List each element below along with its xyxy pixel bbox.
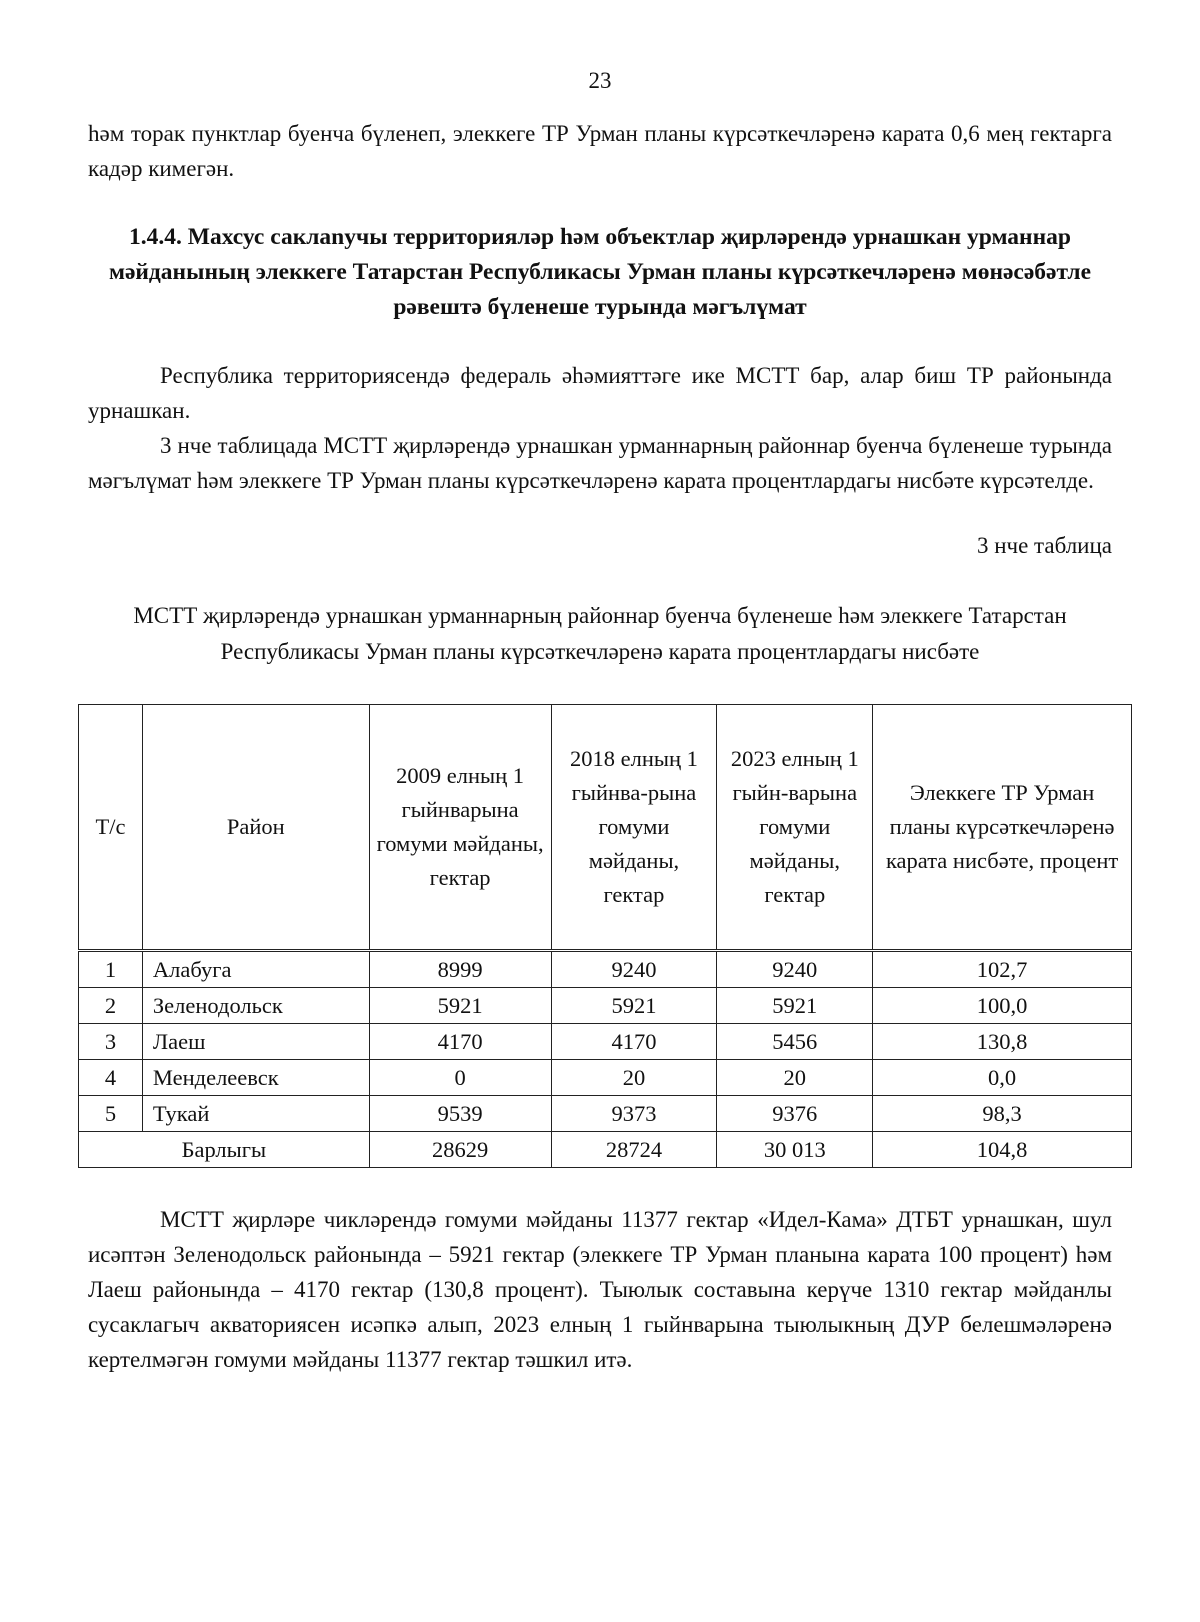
cell-2018: 20 [551, 1060, 717, 1096]
cell-total-2009: 28629 [369, 1132, 551, 1168]
cell-2018: 9373 [551, 1096, 717, 1132]
header-district: Район [142, 705, 369, 951]
intro-paragraph: һәм торак пунктлар буенча бүленеп, элеккеге ТР Урман планы күрсәткечләренә карата 0,6 мең гектарга кадәр кимегән. [88, 121, 1112, 181]
cell-percent: 100,0 [873, 988, 1132, 1024]
header-2023: 2023 елның 1 гыйн-варына гомуми мәйданы, гектар [717, 705, 873, 951]
cell-number: 4 [79, 1060, 143, 1096]
table-total-row [79, 1132, 1132, 1168]
header-percent: Элеккеге ТР Урман планы күрсәткечләренә карата нисбәте, процент [873, 705, 1132, 951]
cell-district: Тукай [142, 1096, 369, 1132]
cell-2023: 5456 [717, 1024, 873, 1060]
table-row [79, 1096, 1132, 1132]
cell-percent: 102,7 [873, 951, 1132, 988]
table-row [79, 1060, 1132, 1096]
cell-district: Лаеш [142, 1024, 369, 1060]
paragraph-3: МСТТ җирләре чикләрендә гомуми мәйданы 11377 гектар «Идел-Кама» ДТБТ урнашкан, шул исәптән Зеленодольск районында – 5921 гектар (элеккеге ТР Урман планына карата 100 процент) һәм Лаеш районында – 4170 гектар (130,8 процент). Тыюлык составына керүче 1310 гектар мәйданлы сусаклагыч акваториясен исәпкә алып, 2023 елның 1 гыйнварына тыюлыкның ДУР белешмәләренә кертелмәгән гомуми мәйданы 11377 гектар тәшкил итә. [88, 1207, 1112, 1372]
cell-total-label: Барлыгы [79, 1132, 370, 1168]
cell-number: 1 [79, 951, 143, 988]
cell-total-2018: 28724 [551, 1132, 717, 1168]
paragraph-2: 3 нче таблицада МСТТ җирләрендә урнашкан урманнарның районнар буенча бүленеше турында мәгълүмат һәм элеккеге ТР Урман планы күрсәткечләренә карата процентлардагы нисбәте күрсәтелде. [88, 433, 1112, 493]
cell-total-percent: 104,8 [873, 1132, 1132, 1168]
table-row [79, 1024, 1132, 1060]
cell-total-2023: 30 013 [717, 1132, 873, 1168]
cell-2023: 5921 [717, 988, 873, 1024]
cell-percent: 98,3 [873, 1096, 1132, 1132]
cell-district: Менделеевск [142, 1060, 369, 1096]
header-number: Т/с [79, 705, 143, 951]
cell-percent: 130,8 [873, 1024, 1132, 1060]
cell-number: 3 [79, 1024, 143, 1060]
cell-district: Зеленодольск [142, 988, 369, 1024]
cell-2023: 20 [717, 1060, 873, 1096]
paragraph-1: Республика территориясендә федераль әһәмияттәге ике МСТТ бар, алар биш ТР районында урнашкан. [88, 363, 1112, 423]
table-caption: МСТТ җирләрендә урнашкан урманнарның районнар буенча бүленеше һәм элеккеге Татарстан Республикасы Урман планы күрсәткечләренә карата процентлардагы нисбәте [133, 603, 1067, 664]
cell-2009: 5921 [369, 988, 551, 1024]
page-number: 23 [588, 68, 612, 93]
section-heading: 1.4.4. Махсус саклanучы территорияләр һәм объектлар җирләрендә урнашкан урманнар мәйданының элеккеге Татарстан Республикасы Урман планы күрсәткечләренә мөнәсәбәтле рәвештә бүленеше турында мәгълүмат [108, 224, 1092, 320]
cell-2023: 9376 [717, 1096, 873, 1132]
table-row [79, 988, 1132, 1024]
cell-2018: 5921 [551, 988, 717, 1024]
forest-area-table [78, 704, 1132, 1168]
body-text-block [88, 358, 1112, 498]
table-row [79, 951, 1132, 988]
cell-2018: 9240 [551, 951, 717, 988]
cell-number: 2 [79, 988, 143, 1024]
cell-district: Алабуга [142, 951, 369, 988]
cell-2023: 9240 [717, 951, 873, 988]
header-2009: 2009 елның 1 гыйнварына гомуми мәйданы, гектар [369, 705, 551, 951]
cell-2009: 0 [369, 1060, 551, 1096]
cell-2018: 4170 [551, 1024, 717, 1060]
cell-2009: 8999 [369, 951, 551, 988]
table-header-row [79, 705, 1132, 951]
header-2018: 2018 елның 1 гыйнва-рына гомуми мәйданы, гектар [551, 705, 717, 951]
cell-number: 5 [79, 1096, 143, 1132]
table-number: 3 нче таблица [976, 533, 1112, 558]
cell-2009: 9539 [369, 1096, 551, 1132]
cell-2009: 4170 [369, 1024, 551, 1060]
cell-percent: 0,0 [873, 1060, 1132, 1096]
